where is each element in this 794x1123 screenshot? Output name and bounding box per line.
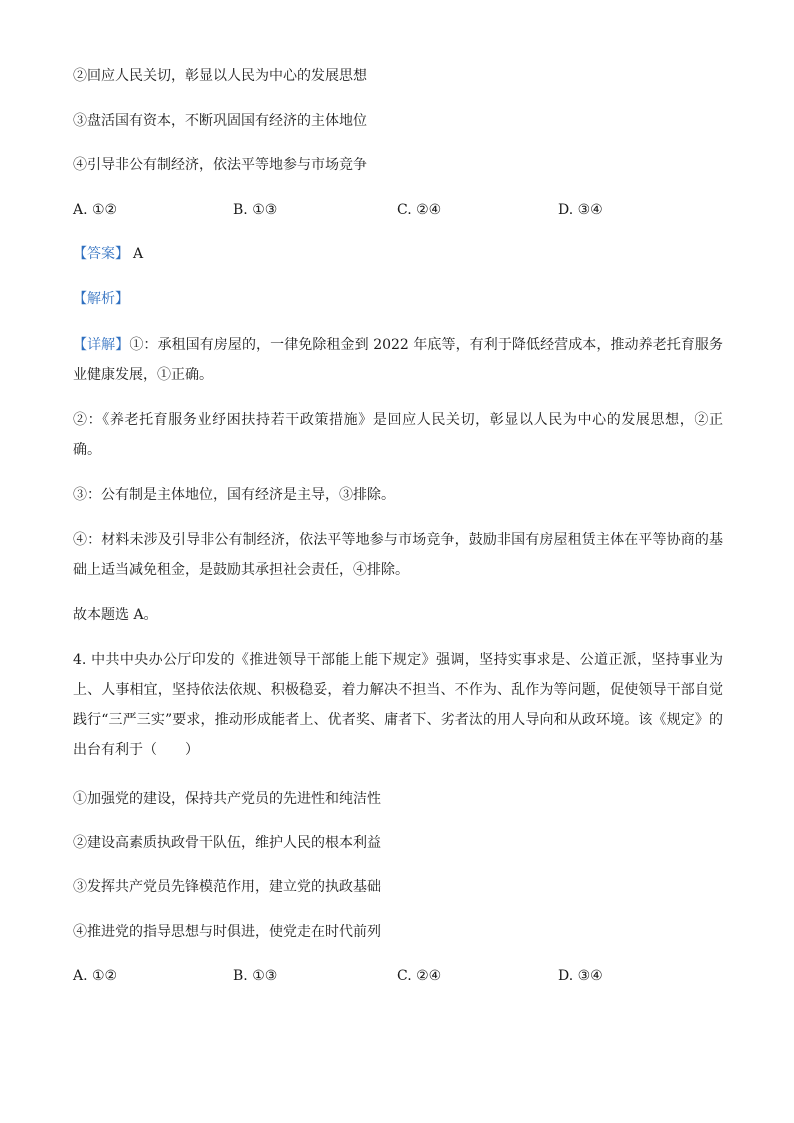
- q3-options: [73, 202, 673, 218]
- q3-option-a: A. ①②: [73, 202, 118, 218]
- q4-stem: 4. 中共中央办公厅印发的《推进领导干部能上能下规定》强调，坚持实事求是、公道正派，坚持事业为上、人事相宜，坚持依法依规、积极稳妥，着力解决不担当、不作为、乱作为等问题，促使领导干部自觉践行“三严三实”要求，推动形成能者上、优者奖、庸者下、劣者汰的用人导向和从政环境。该《规定》的出台有利于（ ）: [73, 652, 723, 758]
- q4-option-b: B. ①③: [233, 968, 278, 984]
- q3-option-b: B. ①③: [233, 202, 278, 218]
- q4-options: [73, 968, 673, 984]
- q3-answer: [73, 246, 143, 262]
- q4-option-c: C. ②④: [397, 968, 442, 984]
- q3-statement-4: ④引导非公有制经济，依法平等地参与市场竞争: [73, 157, 367, 173]
- q3-detail-1-text: ①：承租国有房屋的，一律免除租金到 2022 年底等，有利于降低经营成本，推动养老托育服务业健康发展，①正确。: [73, 337, 724, 383]
- q4-statement-4: ④推进党的指导思想与时俱进，使党走在时代前列: [73, 924, 381, 940]
- q3-statement-3: ③盘活国有资本，不断巩固国有经济的主体地位: [73, 113, 367, 129]
- q3-detail-1: [73, 330, 723, 390]
- q3-option-c: C. ②④: [397, 202, 442, 218]
- answer-tag: 【答案】: [73, 246, 129, 262]
- q4-statement-3: ③发挥共产党员先锋模范作用，建立党的执政基础: [73, 879, 381, 895]
- detail-tag: 【详解】: [73, 337, 130, 353]
- q3-detail-4: ④：材料未涉及引导非公有制经济，依法平等地参与市场竞争，鼓励非国有房屋租赁主体在平等协商的基础上适当减免租金，是鼓励其承担社会责任，④排除。: [73, 532, 723, 578]
- q3-statement-2: ②回应人民关切，彰显以人民为中心的发展思想: [73, 68, 367, 84]
- analysis-tag: 【解析】: [73, 291, 129, 307]
- answer-value: A: [133, 246, 144, 262]
- q4-statement-2: ②建设高素质执政骨干队伍，维护人民的根本利益: [73, 835, 381, 851]
- q3-option-d: D. ③④: [558, 202, 603, 218]
- q3-conclusion: 故本题选 A。: [73, 607, 158, 623]
- q4-option-d: D. ③④: [558, 968, 603, 984]
- q4-statement-1: ①加强党的建设，保持共产党员的先进性和纯洁性: [73, 791, 381, 807]
- q3-detail-3: ③：公有制是主体地位，国有经济是主导，③排除。: [73, 487, 395, 503]
- q4-option-a: A. ①②: [73, 968, 118, 984]
- q3-detail-2: ②：《养老托育服务业纾困扶持若干政策措施》是回应人民关切，彰显以人民为中心的发展思想，②正确。: [73, 412, 723, 458]
